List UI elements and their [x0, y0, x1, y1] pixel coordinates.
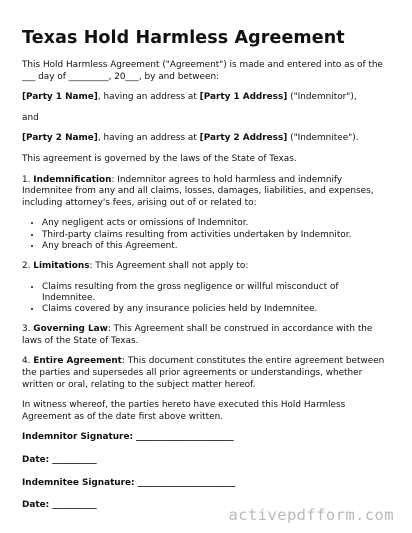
- watermark: activepdfform.com: [228, 506, 394, 524]
- indemnification-list: [22, 218, 390, 252]
- indemnitor-signature-line: Indemnitor Signature: ______________________: [22, 432, 234, 443]
- party2-paragraph: [22, 133, 390, 145]
- indemnitee-signature-line: Indemnitee Signature: ______________________: [22, 477, 236, 488]
- list-item: • Claims covered by any insurance policies held by Indemnitee.: [42, 304, 390, 315]
- party1-role: ("Indemnitor"),: [287, 92, 357, 103]
- party1-name: [Party 1 Name]: [22, 92, 98, 103]
- section-text: : This document constitutes the entire agreement between the parties and supersedes all prior agreements or understandings, whether written or oral, relating to the subject matter hereof.: [22, 356, 385, 390]
- section-number: 2.: [22, 260, 34, 271]
- and-text: and: [22, 112, 39, 123]
- section-limitations: [22, 261, 390, 273]
- section-heading: Governing Law: [33, 324, 108, 335]
- party1-paragraph: [22, 92, 390, 104]
- section-number: 1.: [22, 174, 34, 185]
- list-item: • Claims resulting from the gross negligence or willful misconduct of Indemnitee.: [42, 282, 390, 304]
- document-title: Texas Hold Harmless Agreement: [22, 28, 345, 48]
- witness-paragraph: In witness whereof, the parties hereto have executed this Hold Harmless Agreement as of the date first above written.: [22, 400, 346, 422]
- indemnitor-date-line: Date: __________: [22, 454, 97, 465]
- indemnitee-date-line: Date: __________: [22, 500, 97, 511]
- section-number: 3.: [22, 324, 34, 335]
- section-text: : Indemnitor agrees to hold harmless and indemnify Indemnitee from any and all claims, losses, damages, liabilities, and expenses, including attorney's fees, arising out of or related to:: [22, 174, 374, 208]
- party2-mid: , having an address at: [97, 133, 200, 144]
- section-text: : This Agreement shall not apply to:: [89, 260, 249, 271]
- party1-address: [Party 1 Address]: [199, 92, 288, 103]
- party2-role: ("Indemnitee").: [287, 133, 359, 144]
- list-item: • Any breach of this Agreement.: [42, 241, 390, 252]
- party1-mid: , having an address at: [97, 92, 200, 103]
- section-text: : This Agreement shall be construed in accordance with the laws of the State of Texas.: [22, 324, 373, 346]
- limitations-list: [22, 282, 390, 316]
- section-heading: Limitations: [33, 260, 90, 271]
- section-indemnification: [22, 175, 390, 210]
- section-heading: Indemnification: [33, 174, 112, 185]
- section-entire-agreement: [22, 356, 390, 391]
- list-item: • Third-party claims resulting from activities undertaken by Indemnitor.: [42, 230, 390, 241]
- intro-paragraph: This Hold Harmless Agreement ("Agreement") is made and entered into as of the ___ day of _________, 20___, by and between:: [22, 60, 384, 82]
- party2-address: [Party 2 Address]: [199, 133, 288, 144]
- section-heading: Entire Agreement: [33, 356, 122, 367]
- party2-name: [Party 2 Name]: [22, 133, 98, 144]
- list-item: • Any negligent acts or omissions of Indemnitor.: [42, 218, 390, 229]
- section-governing-law: [22, 324, 390, 347]
- section-number: 4.: [22, 356, 34, 367]
- governed-statement: This agreement is governed by the laws of the State of Texas.: [22, 153, 297, 164]
